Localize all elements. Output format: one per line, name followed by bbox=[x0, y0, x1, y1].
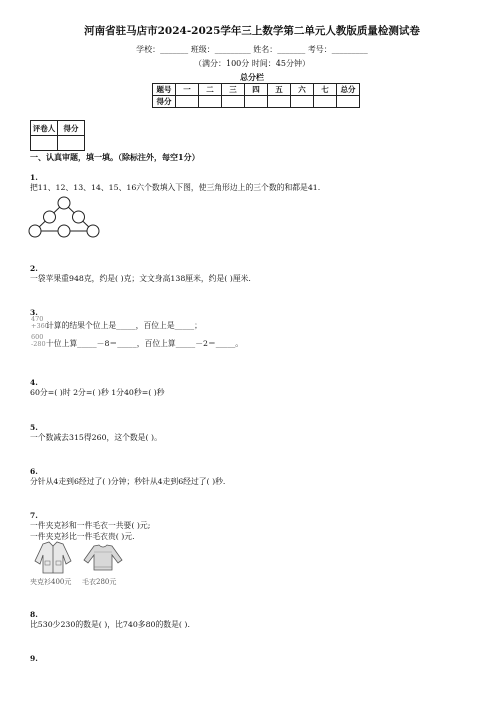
question-number: 2. bbox=[30, 264, 38, 273]
triangle-figure bbox=[26, 194, 102, 240]
score-table-header-row bbox=[153, 84, 360, 96]
student-info-line: 学校：_______ 班级：_________ 姓名：_______ 考号：_________ bbox=[136, 45, 368, 54]
question-text: 一个数减去315得260，这个数是( )。 bbox=[30, 433, 162, 442]
score-cell[interactable] bbox=[199, 96, 222, 108]
question-text-line: 十位上算_____－8＝_____，百位上算_____－2＝_____。 bbox=[46, 339, 244, 348]
score-table-title: 总分栏 bbox=[240, 72, 264, 82]
blank-circle[interactable] bbox=[58, 197, 70, 209]
blank-circle[interactable] bbox=[29, 225, 41, 237]
score-cell[interactable] bbox=[245, 96, 268, 108]
calc-line: +360 bbox=[31, 322, 49, 330]
score-row-label: 得分 bbox=[153, 96, 176, 108]
question-number: 1. bbox=[30, 173, 38, 182]
grader-score-label: 得分 bbox=[58, 121, 85, 136]
score-header-cell: 六 bbox=[291, 84, 314, 96]
question-number: 6. bbox=[30, 467, 38, 476]
question-number: 9. bbox=[30, 654, 38, 663]
score-table-score-row bbox=[153, 96, 360, 108]
page-title: 河南省驻马店市2024-2025学年三上数学第二单元人教版质量检测试卷 bbox=[84, 25, 420, 37]
question-text: 比530少230的数是( )，比740多80的数是( ). bbox=[30, 620, 190, 629]
score-header-cell: 题号 bbox=[153, 84, 176, 96]
calc-line: 600 bbox=[31, 333, 44, 341]
calc-line: -280 bbox=[31, 340, 46, 348]
jacket-price-caption: 夹克衫400元 bbox=[30, 578, 72, 586]
question-number: 7. bbox=[30, 511, 38, 520]
score-cell[interactable] bbox=[337, 96, 360, 108]
sweater-price-caption: 毛衣280元 bbox=[82, 578, 117, 586]
score-cell[interactable] bbox=[268, 96, 291, 108]
score-cell[interactable] bbox=[176, 96, 199, 108]
jacket-illustration bbox=[33, 541, 73, 575]
sweater-illustration bbox=[82, 544, 124, 572]
question-number: 8. bbox=[30, 610, 38, 619]
question-number: 5. bbox=[30, 423, 38, 432]
score-header-cell: 四 bbox=[245, 84, 268, 96]
question-text: 把11、12、13、14、15、16六个数填入下图，使三角形边上的三个数的和都是41. bbox=[30, 183, 321, 192]
grader-cell[interactable] bbox=[31, 136, 58, 151]
score-header-cell: 三 bbox=[222, 84, 245, 96]
calc-line: 470 bbox=[31, 315, 44, 323]
score-header-cell: 总分 bbox=[337, 84, 360, 96]
question-text: 一袋苹果重948克，约是( )克；文文身高138厘米，约是( )厘米. bbox=[30, 274, 251, 283]
blank-circle[interactable] bbox=[58, 225, 70, 237]
blank-circle[interactable] bbox=[87, 225, 99, 237]
score-header-cell: 七 bbox=[314, 84, 337, 96]
grader-cell[interactable] bbox=[58, 136, 85, 151]
vertical-calc-2 bbox=[31, 334, 46, 348]
score-cell[interactable] bbox=[291, 96, 314, 108]
grader-table bbox=[30, 120, 85, 151]
score-header-cell: 二 bbox=[199, 84, 222, 96]
blank-circle[interactable] bbox=[44, 211, 56, 223]
exam-meta: （满分：100分 时间：45分钟） bbox=[194, 59, 310, 68]
question-text: 分针从4走到6经过了( )分钟；秒针从4走到6经过了( )秒. bbox=[30, 477, 226, 486]
question-text-line: 一件夹克衫和一件毛衣一共要( )元; bbox=[30, 521, 151, 530]
section-title: 一、认真审题，填一填。（除标注外，每空1分） bbox=[30, 152, 200, 162]
grader-label: 评卷人 bbox=[31, 121, 58, 136]
question-number: 3. bbox=[30, 308, 38, 317]
blank-circle[interactable] bbox=[73, 211, 85, 223]
question-number: 4. bbox=[30, 378, 38, 387]
score-header-cell: 一 bbox=[176, 84, 199, 96]
score-header-cell: 五 bbox=[268, 84, 291, 96]
score-table bbox=[152, 83, 360, 108]
question-text-line: 一件夹克衫比一件毛衣贵( )元. bbox=[30, 532, 135, 541]
score-cell[interactable] bbox=[314, 96, 337, 108]
question-text: 60分=( )时 2分=( )秒 1分40秒=( )秒 bbox=[30, 388, 165, 397]
score-cell[interactable] bbox=[222, 96, 245, 108]
question-text-line: 计算的结果个位上是_____，百位上是_____； bbox=[46, 321, 202, 330]
